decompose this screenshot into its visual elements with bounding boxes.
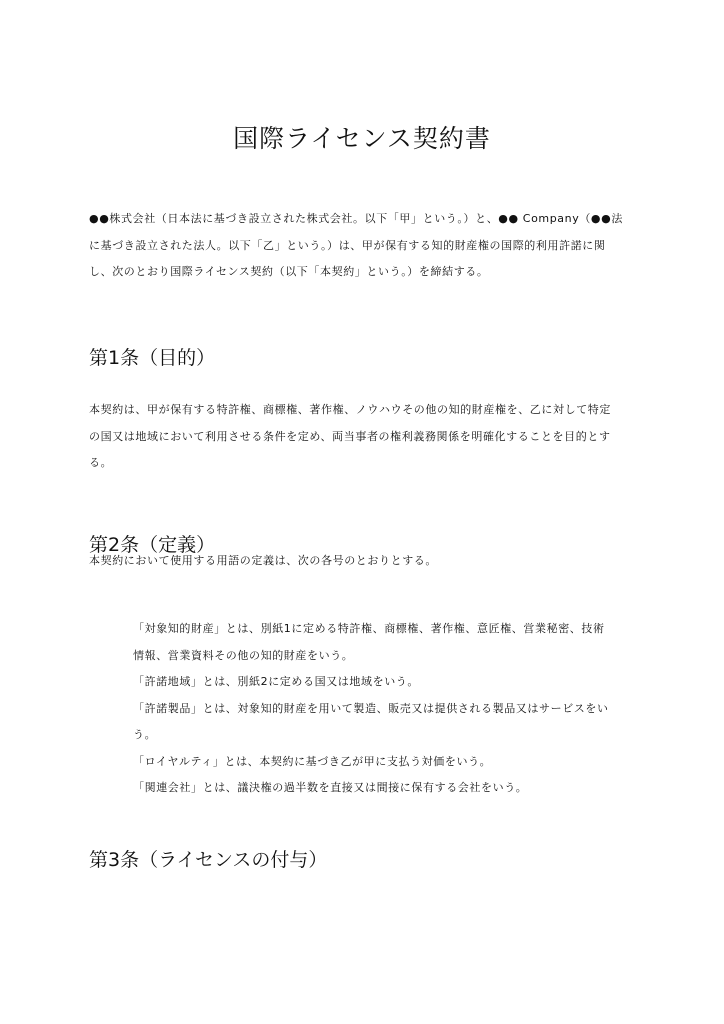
article-1-body [89, 397, 637, 477]
definition-item [133, 749, 633, 776]
definition-line: 「許諾製品」とは、対象知的財産を用いて製造、販売又は提供される製品又はサービスをい [133, 701, 609, 715]
article-1-line: 本契約は、甲が保有する特許権、商標権、著作権、ノウハウその他の知的財産権を、乙に対して特定 [89, 403, 611, 416]
definition-item [133, 696, 633, 749]
definition-line: 「ロイヤルティ」とは、本契約に基づき乙が甲に支払う対価をいう。 [133, 754, 492, 768]
preamble-line: し、次のとおり国際ライセンス契約（以下「本契約」という。）を締結する。 [89, 265, 489, 278]
preamble-line: に基づき設立された法人。以下「乙」という。）は、甲が保有する知的財産権の国際的利用許諾に関 [89, 238, 606, 252]
article-3-heading: 第3条（ライセンスの付与） [89, 849, 328, 871]
definitions-list [133, 616, 633, 802]
definition-line: う。 [133, 728, 157, 741]
article-1-line: る。 [89, 456, 113, 469]
definition-line: 「関連会社」とは、議決権の過半数を直接又は間接に保有する会社をいう。 [133, 781, 528, 794]
definition-item [133, 775, 633, 802]
document-title: 国際ライセンス契約書 [233, 124, 491, 153]
article-2-body [89, 548, 637, 575]
definition-item [133, 669, 633, 696]
article-2-line: 本契約において使用する用語の定義は、次の各号のとおりとする。 [89, 554, 437, 567]
definition-item [133, 616, 633, 669]
preamble-line: ●●株式会社（日本法に基づき設立された株式会社。以下「甲」という。）と、●● Company（●●法 [89, 212, 623, 225]
article-2-heading: 第2条（定義） [89, 534, 216, 556]
definition-line: 「対象知的財産」とは、別紙1に定める特許権、商標権、著作権、意匠権、営業秘密、技術 [133, 622, 605, 635]
definition-line: 情報、営業資料その他の知的財産をいう。 [133, 648, 354, 662]
definition-line: 「許諾地域」とは、別紙2に定める国又は地域をいう。 [133, 675, 419, 688]
article-1-heading: 第1条（目的） [89, 347, 216, 369]
preamble-paragraph [89, 206, 637, 286]
article-1-line: の国又は地域において利用させる条件を定め、両当事者の権利義務関係を明確化することを目的とす [89, 429, 611, 443]
